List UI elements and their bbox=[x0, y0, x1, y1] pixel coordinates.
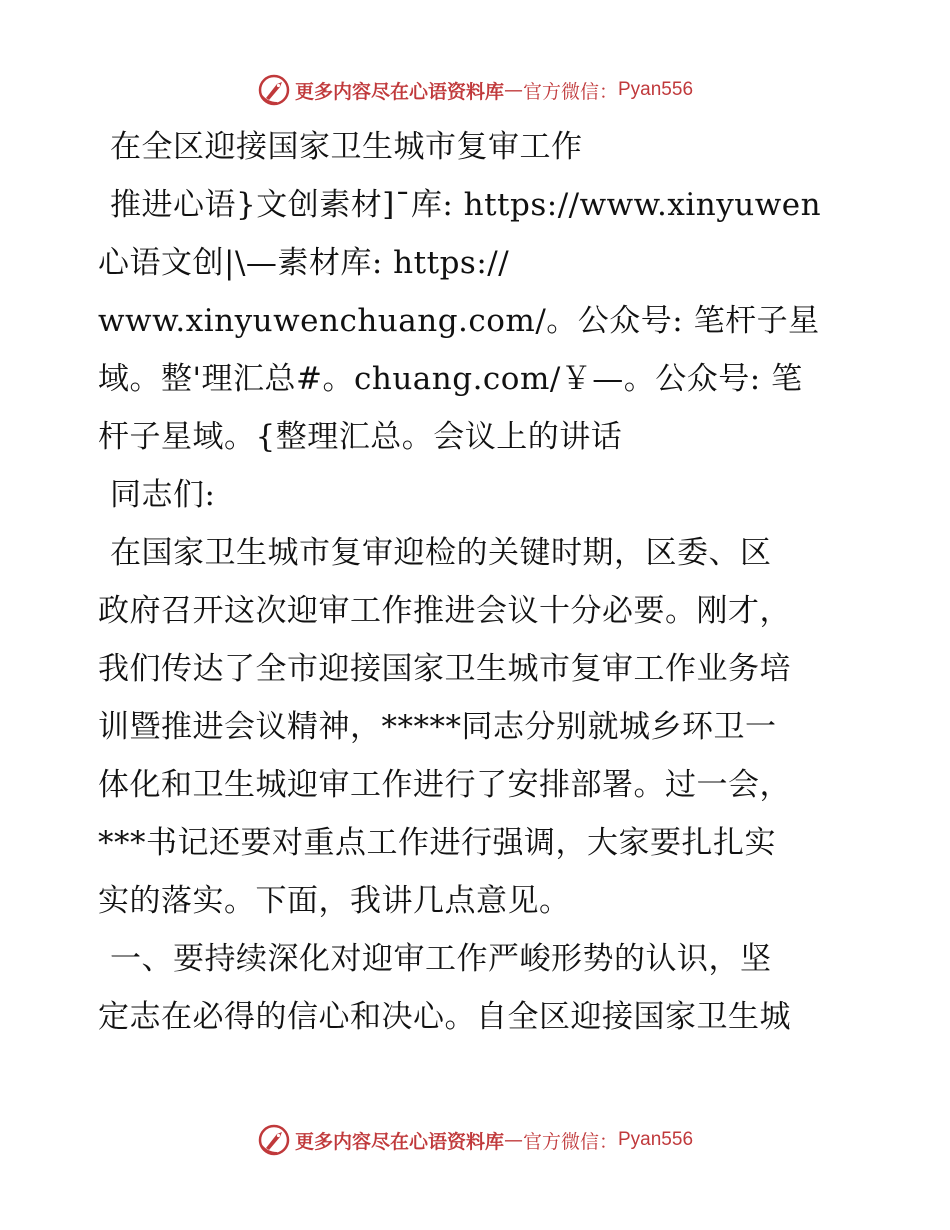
banner-dash: — bbox=[503, 1129, 523, 1151]
footer-watermark-banner bbox=[0, 1120, 950, 1160]
banner-wechat-label: 官方微信： bbox=[522, 80, 618, 103]
paragraph2-line-1: 一、要持续深化对迎审工作严峻形势的认识，坚 bbox=[110, 941, 772, 977]
banner-brand-text: 更多内容尽在心语资料库 bbox=[294, 80, 504, 103]
paragraph1-line-2: 政府召开这次迎审工作推进会议十分必要。刚才， bbox=[98, 593, 791, 629]
title-cont-line-1: 心语文创|\—素材库: https:// bbox=[98, 245, 510, 281]
paragraph1-line-1: 在国家卫生城市复审迎检的关键时期，区委、区 bbox=[110, 535, 772, 571]
paragraph2-line-2: 定志在必得的信心和决心。自全区迎接国家卫生城 bbox=[98, 999, 791, 1035]
title-cont-line-4: 杆子星域。{整理汇总。会议上的讲话 bbox=[98, 419, 623, 455]
paragraph1-line-6: ***书记还要对重点工作进行强调，大家要扎扎实 bbox=[98, 825, 776, 861]
pen-nib-logo-icon bbox=[257, 1123, 291, 1157]
title-line-1: 在全区迎接国家卫生城市复审工作 bbox=[110, 129, 583, 165]
paragraph1-line-3: 我们传达了全市迎接国家卫生城市复审工作业务培 bbox=[98, 651, 791, 687]
paragraph1-line-4: 训暨推进会议精神，*****同志分别就城乡环卫一 bbox=[98, 709, 777, 745]
banner-brand-text: 更多内容尽在心语资料库 bbox=[294, 1130, 504, 1153]
title-cont-line-2: www.xinyuwenchuang.com/。公众号: 笔杆子星 bbox=[98, 303, 820, 339]
document-body bbox=[98, 118, 858, 1046]
banner-wechat-id: Pyan556 bbox=[618, 79, 694, 100]
header-watermark-banner bbox=[0, 70, 950, 110]
banner-wechat-id: Pyan556 bbox=[618, 1129, 694, 1150]
pen-nib-logo-icon bbox=[257, 73, 291, 107]
salutation: 同志们: bbox=[110, 477, 216, 513]
paragraph1-line-5: 体化和卫生城迎审工作进行了安排部署。过一会， bbox=[98, 767, 791, 803]
title-cont-line-3: 域。整'理汇总#。chuang.com/￥—。公众号: 笔 bbox=[98, 361, 803, 397]
paragraph1-line-7: 实的落实。下面，我讲几点意见。 bbox=[98, 883, 571, 919]
banner-dash: — bbox=[503, 79, 523, 101]
title-line-2: 推进心语}文创素材]¯库: https://www.xinyuwen bbox=[110, 187, 822, 223]
banner-wechat-label: 官方微信： bbox=[522, 1130, 618, 1153]
